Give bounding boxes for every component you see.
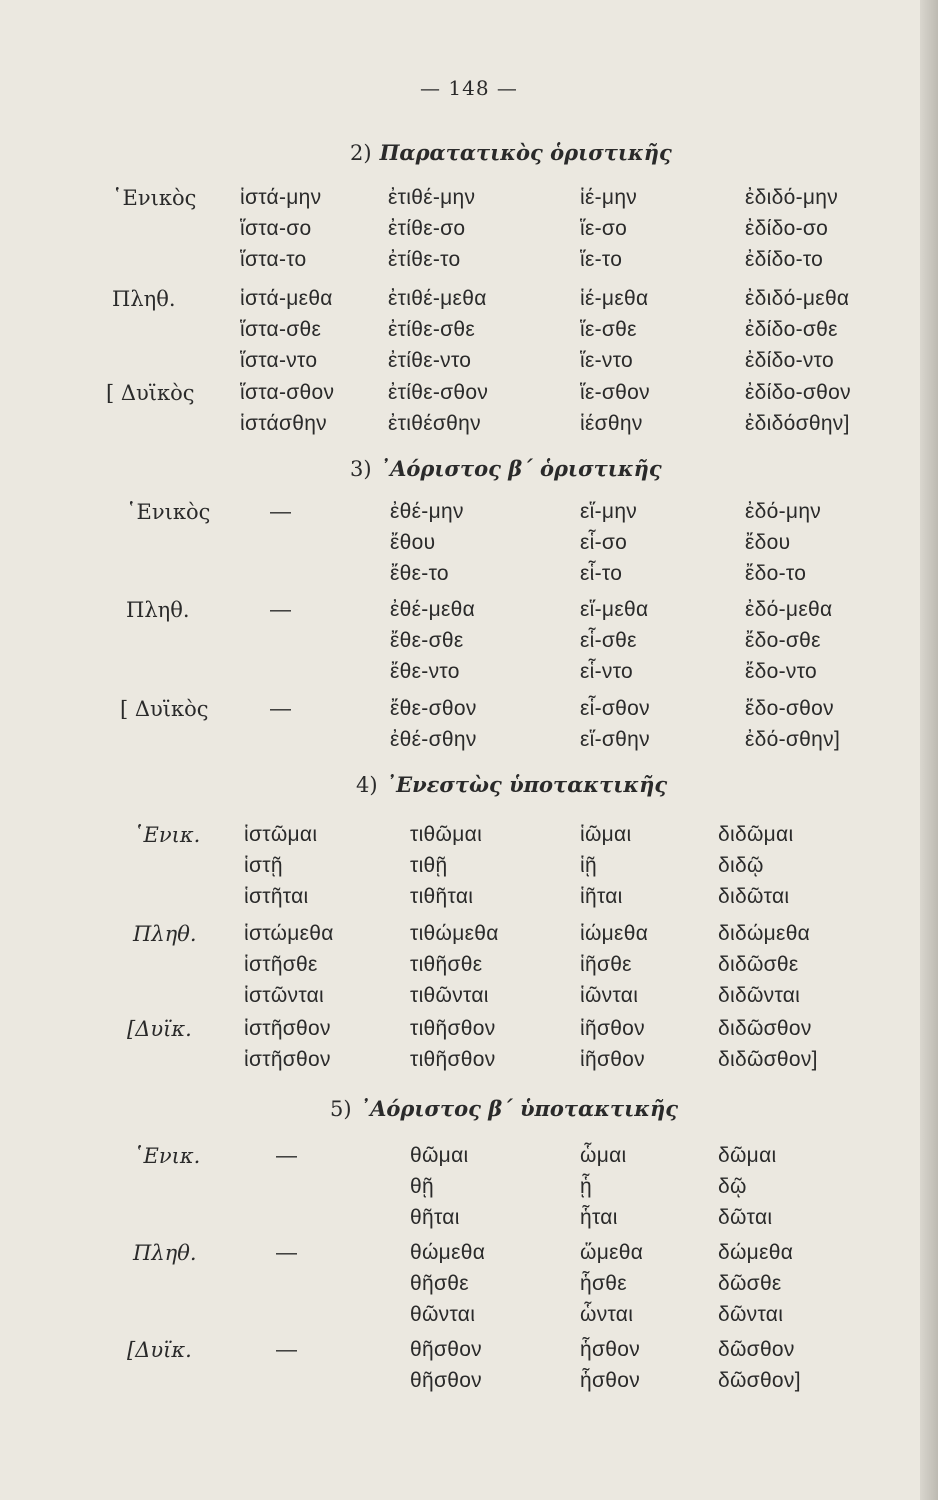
group-label: ῾Ενικὸς [112,186,197,210]
verb-form: τιθῆσθον [410,1017,496,1040]
verb-form: εἵ-μην [580,500,638,523]
verb-form: ἔδο-σθε [745,629,821,652]
verb-form: ἐθέ-μην [390,500,464,523]
verb-form: ἱῆσθον [580,1048,645,1071]
verb-form: ἔθε-σθον [390,697,477,720]
verb-form: ἱῆσθε [580,953,632,976]
verb-form: ἵστα-σθον [240,381,335,404]
group-label: Πληθ. [112,287,176,311]
verb-form: εἷ-σθον [580,697,650,720]
verb-form: ἱστῶνται [244,984,325,1007]
group-label: ῾Ενικὸς [126,500,211,524]
section-title: ᾿Αόριστος β΄ ὑποτακτικῆς [359,1096,679,1121]
verb-form: ἔθε-σθε [390,629,464,652]
verb-form: διδῶται [718,885,790,908]
verb-form: ἐτίθε-το [388,248,461,271]
verb-form: ἐτίθε-σο [388,217,466,240]
verb-form: ὧνται [580,1303,634,1326]
dash-placeholder: — [270,500,292,523]
verb-form: ἐδό-σθην] [745,728,841,751]
verb-form: ἐδό-μην [745,500,822,523]
group-label: ῾Ενικ. [133,823,201,847]
verb-form: ἐτίθε-ντο [388,349,472,372]
page-edge [920,0,938,1500]
verb-form: τιθῆσθε [410,953,483,976]
section-heading [330,1096,678,1121]
verb-form: θῆσθον [410,1338,482,1361]
verb-form: ἐδίδο-σο [745,217,829,240]
verb-form: διδῶμαι [718,823,794,846]
verb-form: δῶσθον [718,1338,795,1361]
group-label: [ Δυϊκὸς [106,381,195,405]
verb-form: δῷ [718,1175,747,1198]
verb-form: ἔθε-ντο [390,660,460,683]
verb-form: εἵ-μεθα [580,598,649,621]
verb-form: ἱστά-μεθα [240,287,333,310]
verb-form: ἱέσθην [580,412,643,435]
verb-form: ἱέ-μην [580,186,638,209]
verb-form: ὧμαι [580,1144,627,1167]
verb-form: τιθῆται [410,885,474,908]
verb-form: εἷ-το [580,562,623,585]
verb-form: ἱστῆται [244,885,309,908]
section-title: Παρατατικὸς ὁριστικῆς [379,140,672,165]
verb-form: ἱστῇ [244,854,283,877]
verb-form: θῶνται [410,1303,476,1326]
verb-form: ἔδο-σθον [745,697,834,720]
verb-form: ἔθε-το [390,562,449,585]
verb-form: τιθώμεθα [410,922,499,945]
verb-form: ἱέ-μεθα [580,287,649,310]
verb-form: ἵε-το [580,248,623,271]
verb-form: ἐτιθέ-μην [388,186,476,209]
verb-form: εἷ-σθε [580,629,637,652]
verb-form: εἷ-σο [580,531,628,554]
verb-form: διδώμεθα [718,922,811,945]
group-label: Πληθ. [126,598,190,622]
verb-form: τιθῇ [410,854,448,877]
group-label: [Δυϊκ. [127,1017,192,1041]
verb-form: ἧσθον [580,1369,640,1392]
verb-form: διδῶσθε [718,953,799,976]
section-title: ᾿Αόριστος β΄ ὁριστικῆς [379,456,662,481]
verb-form: θῆται [410,1206,460,1229]
verb-form: ἔθου [390,531,436,554]
verb-form: διδῶσθον [718,1017,812,1040]
verb-form: δώμεθα [718,1241,794,1264]
verb-form: ἧσθον [580,1338,640,1361]
verb-form: δῶσθον] [718,1369,801,1392]
verb-form: θῆσθε [410,1272,469,1295]
verb-form: ἐθέ-σθην [390,728,477,751]
verb-form: ἱστά-μην [240,186,322,209]
section-number: 4) [356,773,378,797]
dash-placeholder: — [270,598,292,621]
verb-form: ᾗ [580,1175,592,1198]
section-heading [356,772,667,797]
verb-form: ἐτιθέ-μεθα [388,287,487,310]
verb-form: διδῶσθον] [718,1048,818,1071]
verb-form: ἱῶμαι [580,823,632,846]
verb-form: ἐδό-μεθα [745,598,833,621]
verb-form: ἐδίδο-σθον [745,381,851,404]
section-number: 5) [330,1097,352,1121]
verb-form: ἱστώμεθα [244,922,334,945]
verb-form: δῶσθε [718,1272,782,1295]
verb-form: ἐδιδόσθην] [745,412,850,435]
verb-form: ἐτιθέσθην [388,412,481,435]
verb-form: εἷ-ντο [580,660,633,683]
dash-placeholder: — [276,1144,298,1167]
verb-form: θῶμαι [410,1144,469,1167]
verb-form: διδῷ [718,854,764,877]
verb-form: ἵστα-σο [240,217,312,240]
verb-form: ὥμεθα [580,1241,644,1264]
dash-placeholder: — [276,1338,298,1361]
verb-form: δῶται [718,1206,773,1229]
page-number: — 148 — [420,76,518,100]
section-number: 3) [350,457,372,481]
verb-form: ἐδιδό-μην [745,186,839,209]
section-heading [350,456,662,481]
verb-form: ἐτίθε-σθε [388,318,476,341]
verb-form: ἱστῆσθε [244,953,318,976]
verb-form: ἐδίδο-σθε [745,318,838,341]
verb-form: τιθῆσθον [410,1048,496,1071]
verb-form: ἐδίδο-το [745,248,824,271]
verb-form: ἵστα-το [240,248,307,271]
verb-form: ἵε-σο [580,217,628,240]
verb-form: ἐθέ-μεθα [390,598,476,621]
verb-form: ἧται [580,1206,618,1229]
group-label: [Δυϊκ. [127,1338,192,1362]
verb-form: ἱῇ [580,854,597,877]
verb-form: δῶνται [718,1303,784,1326]
verb-form: ἵστα-σθε [240,318,322,341]
verb-form: ἱστῆσθον [244,1048,331,1071]
verb-form: τιθῶνται [410,984,489,1007]
verb-form: ἱῆσθον [580,1017,645,1040]
verb-form: ἔδο-το [745,562,807,585]
verb-form: ἱώμεθα [580,922,649,945]
group-label: Πληθ. [133,922,197,946]
verb-form: θώμεθα [410,1241,486,1264]
verb-form: ἐδίδο-ντο [745,349,834,372]
verb-form: ἵε-ντο [580,349,633,372]
verb-form: ἱστῶμαι [244,823,318,846]
verb-form: ἱστάσθην [240,412,327,435]
dash-placeholder: — [276,1241,298,1264]
verb-form: εἵ-σθην [580,728,650,751]
verb-form: ἵε-σθε [580,318,637,341]
verb-form: ἐτίθε-σθον [388,381,489,404]
verb-form: ἔδο-ντο [745,660,818,683]
verb-form: ἵε-σθον [580,381,650,404]
section-title: ᾿Ενεστὼς ὑποτακτικῆς [385,772,668,797]
dash-placeholder: — [270,697,292,720]
verb-form: ἱῆται [580,885,623,908]
section-number: 2) [350,141,372,165]
group-label: [ Δυϊκὸς [120,697,209,721]
verb-form: ἐδιδό-μεθα [745,287,850,310]
verb-form: θῇ [410,1175,434,1198]
group-label: ῾Ενικ. [133,1144,201,1168]
verb-form: ἵστα-ντο [240,349,318,372]
verb-form: ἱστῆσθον [244,1017,331,1040]
verb-form: θῆσθον [410,1369,482,1392]
section-heading [350,140,672,165]
group-label: Πληθ. [133,1241,197,1265]
verb-form: διδῶνται [718,984,801,1007]
verb-form: ἱῶνται [580,984,639,1007]
verb-form: ἧσθε [580,1272,627,1295]
verb-form: ἔδου [745,531,791,554]
verb-form: δῶμαι [718,1144,777,1167]
verb-form: τιθῶμαι [410,823,483,846]
